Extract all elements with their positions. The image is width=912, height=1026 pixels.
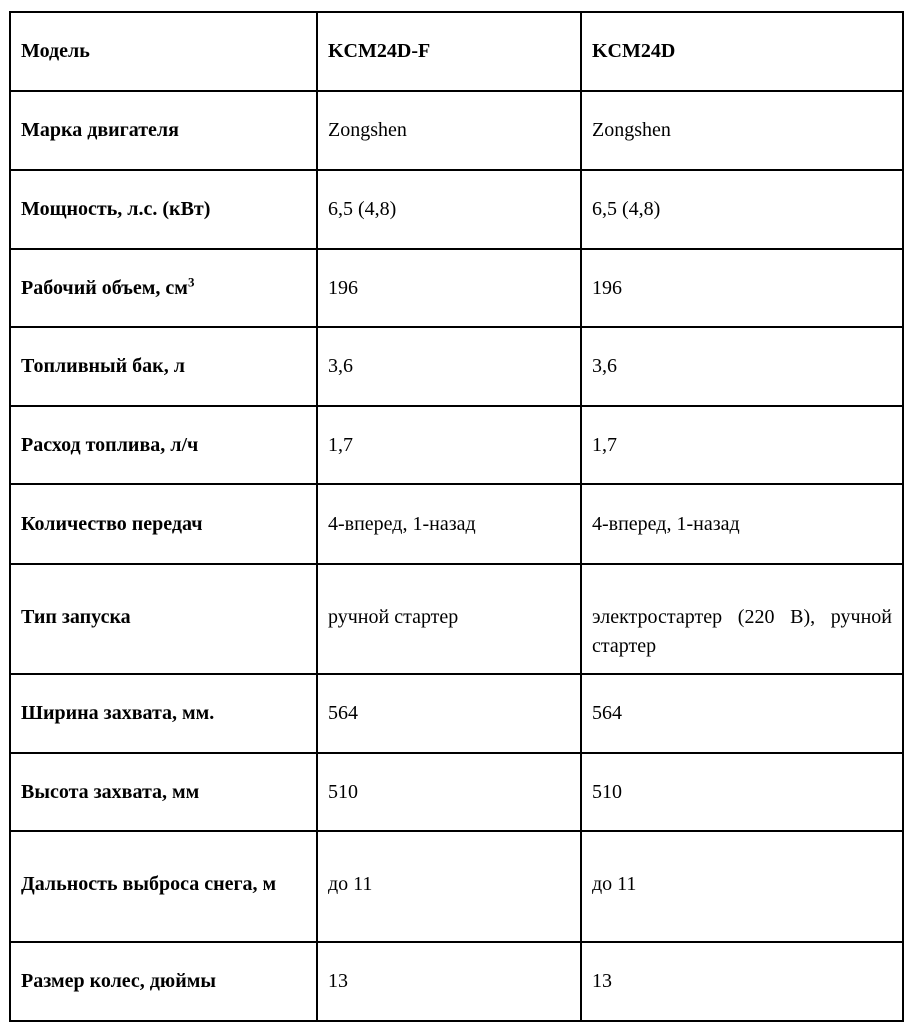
row-label-power: Мощность, л.с. (кВт) <box>10 170 317 249</box>
row-label-displacement <box>10 249 317 327</box>
cell-value: 510 <box>581 753 903 831</box>
cell-value: 564 <box>317 674 581 753</box>
table-row <box>10 674 903 753</box>
cell-value: 510 <box>317 753 581 831</box>
row-label-gears: Количество передач <box>10 484 317 564</box>
cubic-superscript: 3 <box>187 273 195 289</box>
displacement-label-text: Рабочий объем, см <box>21 276 188 299</box>
specifications-table <box>9 11 904 1022</box>
cell-value: 196 <box>317 249 581 327</box>
cell-value: 3,6 <box>581 327 903 406</box>
row-label-wheel-size: Размер колес, дюймы <box>10 942 317 1021</box>
cell-value: ручной стартер <box>317 564 581 674</box>
cell-value: 6,5 (4,8) <box>317 170 581 249</box>
row-label-working-height: Высота захвата, мм <box>10 753 317 831</box>
table-row <box>10 327 903 406</box>
cell-value: 4-вперед, 1-назад <box>581 484 903 564</box>
row-label-fuel-tank: Топливный бак, л <box>10 327 317 406</box>
cell-value: Zongshen <box>581 91 903 170</box>
header-model-kcm24d: KCM24D <box>581 12 903 91</box>
row-label-fuel-consumption: Расход топлива, л/ч <box>10 406 317 484</box>
cell-value: 13 <box>581 942 903 1021</box>
table-header-row <box>10 12 903 91</box>
cell-value: 3,6 <box>317 327 581 406</box>
cell-value: 13 <box>317 942 581 1021</box>
table-row <box>10 564 903 674</box>
cell-value: 6,5 (4,8) <box>581 170 903 249</box>
row-label-start-type: Тип запуска <box>10 564 317 674</box>
cell-value: 196 <box>581 249 903 327</box>
cell-value: 564 <box>581 674 903 753</box>
table-row <box>10 753 903 831</box>
table-row <box>10 942 903 1021</box>
row-label-throw-distance: Дальность выброса снега, м <box>10 831 317 942</box>
header-model-kcm24d-f: KCM24D-F <box>317 12 581 91</box>
table-row <box>10 91 903 170</box>
row-label-working-width: Ширина захвата, мм. <box>10 674 317 753</box>
table-row <box>10 484 903 564</box>
row-label-engine-brand: Марка двигателя <box>10 91 317 170</box>
table-row <box>10 831 903 942</box>
table-row <box>10 170 903 249</box>
table-row <box>10 249 903 327</box>
cell-value: до 11 <box>317 831 581 942</box>
cell-value: до 11 <box>581 831 903 942</box>
cell-value: 4-вперед, 1-назад <box>317 484 581 564</box>
cell-value: 1,7 <box>317 406 581 484</box>
table-row <box>10 406 903 484</box>
cell-value: электростартер (220 В), ручной стартер <box>581 564 903 674</box>
header-label-model: Модель <box>10 12 317 91</box>
cell-value: 1,7 <box>581 406 903 484</box>
cell-value: Zongshen <box>317 91 581 170</box>
